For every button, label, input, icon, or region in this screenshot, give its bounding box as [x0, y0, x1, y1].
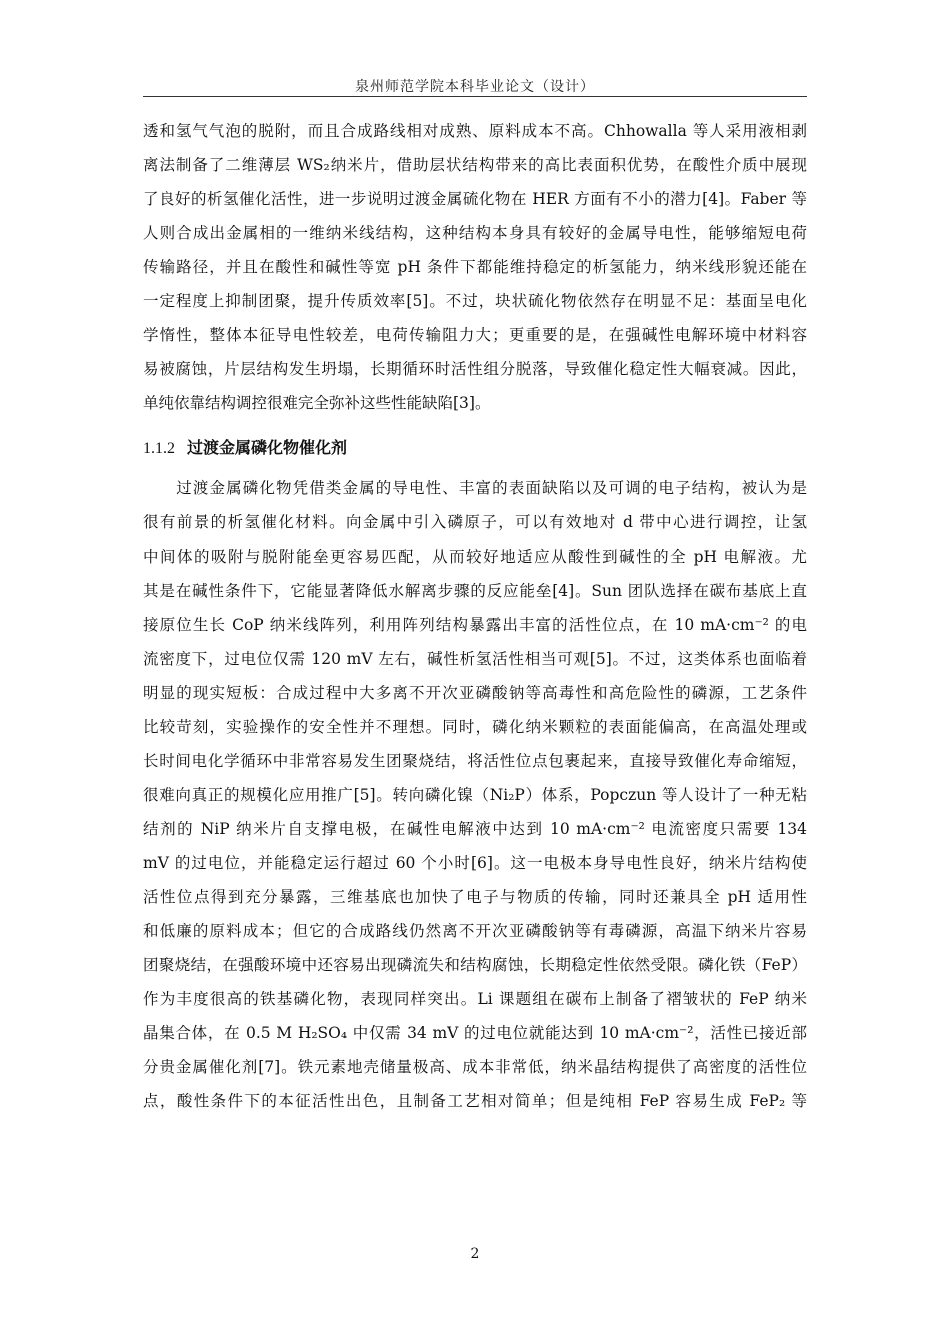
- text-line: 了良好的析氢催化活性，进一步说明过渡金属硫化物在 HER 方面有不小的潜力[4]。Faber 等: [143, 190, 807, 209]
- text-line: 流密度下，过电位仅需 120 mV 左右，碱性析氢活性相当可观[5]。不过，这类体系也面临着: [143, 649, 807, 668]
- header-rule: [143, 96, 807, 97]
- text-line: 中间体的吸附与脱附能垒更容易匹配，从而较好地适应从酸性到碱性的全 pH 电解液。尤: [143, 547, 807, 566]
- text-line: 晶集合体，在 0.5 M H₂SO₄ 中仅需 34 mV 的过电位就能达到 10 mA·cm⁻²，活性已接近部: [143, 1024, 807, 1043]
- text-line: 点，酸性条件下的本征活性出色，且制备工艺相对简单；但是纯相 FeP 容易生成 FeP₂ 等: [143, 1092, 807, 1111]
- section-number: 1.1.2: [143, 440, 175, 458]
- section-title: 过渡金属磷化物催化剂: [187, 438, 348, 458]
- text-line: 明显的现实短板：合成过程中大多离不开次亚磷酸钠等高毒性和高危险性的磷源，工艺条件: [143, 683, 807, 702]
- text-line: 结剂的 NiP 纳米片自支撑电极，在碱性电解液中达到 10 mA·cm⁻² 电流密度只需要 134: [143, 819, 807, 838]
- section-heading: [143, 431, 807, 465]
- text-line: 活性位点得到充分暴露，三维基底也加快了电子与物质的传输，同时还兼具全 pH 适用性: [143, 887, 807, 906]
- text-line: 透和氢气气泡的脱附，而且合成路线相对成熟、原料成本不高。Chhowalla 等人采用液相剥: [143, 122, 807, 140]
- text-line: 很难向真正的规模化应用推广[5]。转向磷化镍（Ni₂P）体系，Popczun 等人设计了一种无粘: [143, 785, 807, 804]
- text-line: 学惰性，整体本征导电性较差，电荷传输阻力大；更重要的是，在强碱性电解环境中材料容: [143, 326, 807, 345]
- page-header: 泉州师范学院本科毕业论文（设计）: [355, 79, 595, 95]
- page-body: [143, 114, 807, 1118]
- text-line: 人则合成出金属相的一维纳米线结构，这种结构本身具有较好的金属导电性，能够缩短电荷: [143, 224, 807, 243]
- page-number: 2: [470, 1246, 480, 1262]
- paragraph-2: [143, 471, 807, 1118]
- text-line: 过渡金属磷化物凭借类金属的导电性、丰富的表面缺陷以及可调的电子结构，被认为是: [143, 479, 807, 498]
- text-line: 离法制备了二维薄层 WS₂纳米片，借助层状结构带来的高比表面积优势，在酸性介质中展现: [143, 156, 807, 175]
- text-line: 接原位生长 CoP 纳米线阵列，利用阵列结构暴露出丰富的活性位点，在 10 mA·cm⁻² 的电: [143, 615, 807, 634]
- text-line: 易被腐蚀，片层结构发生坍塌，长期循环时活性组分脱落，导致催化稳定性大幅衰减。因此，: [143, 360, 807, 379]
- text-line: 分贵金属催化剂[7]。铁元素地壳储量极高、成本非常低，纳米晶结构提供了高密度的活性位: [143, 1058, 807, 1077]
- paragraph-1: [143, 114, 807, 420]
- text-line: 团聚烧结，在强酸环境中还容易出现磷流失和结构腐蚀，长期稳定性依然受限。磷化铁（FeP）: [143, 956, 807, 975]
- text-line: 作为丰度很高的铁基磷化物，表现同样突出。Li 课题组在碳布上制备了褶皱状的 FeP 纳米: [143, 990, 807, 1009]
- text-line: 长时间电化学循环中非常容易发生团聚烧结，将活性位点包裹起来，直接导致催化寿命缩短，: [143, 751, 807, 770]
- text-line: 比较苛刻，实验操作的安全性并不理想。同时，磷化纳米颗粒的表面能偏高，在高温处理或: [143, 717, 807, 736]
- text-line: 很有前景的析氢催化材料。向金属中引入磷原子，可以有效地对 d 带中心进行调控，让氢: [143, 513, 807, 532]
- text-line: 单纯依靠结构调控很难完全弥补这些性能缺陷[3]。: [143, 394, 491, 413]
- text-line: 传输路径，并且在酸性和碱性等宽 pH 条件下都能维持稳定的析氢能力，纳米线形貌还能在: [143, 258, 807, 277]
- text-line: 和低廉的原料成本；但它的合成路线仍然离不开次亚磷酸钠等有毒磷源，高温下纳米片容易: [143, 922, 807, 941]
- text-line: 其是在碱性条件下，它能显著降低水解离步骤的反应能垒[4]。Sun 团队选择在碳布基底上直: [143, 581, 807, 600]
- text-line: mV 的过电位，并能稳定运行超过 60 个小时[6]。这一电极本身导电性良好，纳米片结构使: [143, 853, 807, 872]
- text-line: 一定程度上抑制团聚，提升传质效率[5]。不过，块状硫化物依然存在明显不足：基面呈电化: [143, 292, 807, 311]
